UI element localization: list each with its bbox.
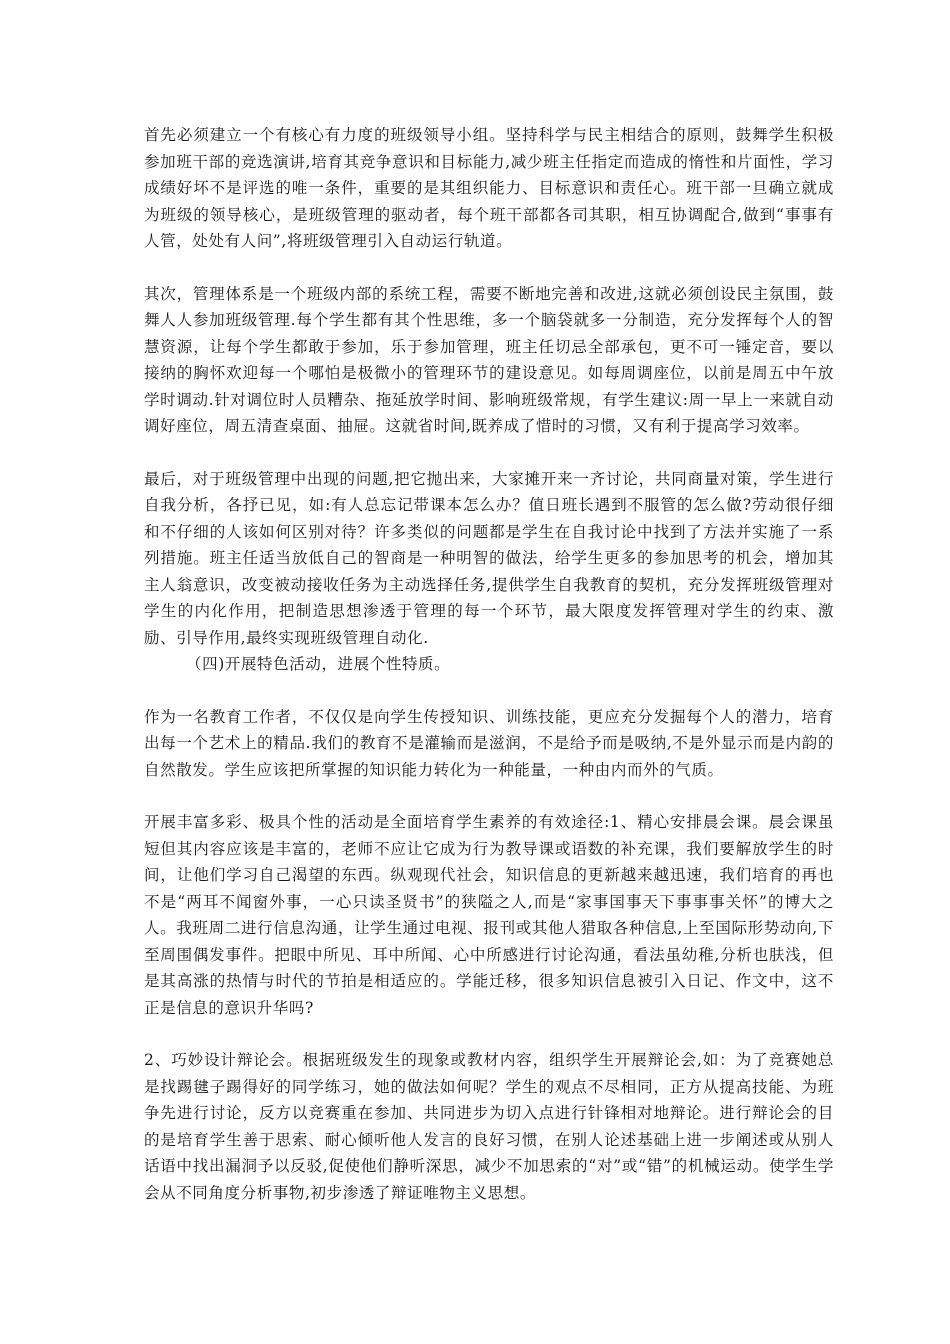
paragraph-management-system: 其次，管理体系是一个班级内部的系统工程，需要不断地完善和改进,这就必须创设民主氛围，鼓舞人人参加班级管理.每个学生都有其个性思维，多一个脑袋就多一分制造，充分发挥每个人的智慧资源，让每个学生都敢于参加，乐于参加管理，班主任切忌全部承包，更不可一锤定音，要以接纳的胸怀欢迎每一个哪怕是极微小的管理环节的建设意见。如每周调座位，以前是周五中午放学时调动.针对调位时人员糟杂、拖延放学时间、影响班级常规，有学生建议:周一早上一来就自动调好座位，周五清查桌面、抽屉。这就省时间,既养成了惜时的习惯，又有利于提高学习效率。 [144,284,834,435]
document-body [144,122,834,1232]
paragraph-activities: 开展丰富多彩、极具个性的活动是全面培育学生素养的有效途径:1、精心安排晨会课。晨会课虽短但其内容应该是丰富的，老师不应让它成为行为教导课或语数的补充课，我们要解放学生的时间，让他们学习自己渴望的东西。纵观现代社会，知识信息的更新越来越迅速，我们培育的再也不是“两耳不闻窗外事，一心只读圣贤书”的狭隘之人,而是“家事国事天下事事事关怀”的博大之人。我班周二进行信息沟通，让学生通过电视、报刊或其他人猎取各种信息,上至国际形势动向,下至周围偶发事件。把眼中所见、耳中所闻、心中所感进行讨论沟通，看法虽幼稚,分析也肤浅，但是其高涨的热情与时代的节拍是相适应的。学能迁移，很多知识信息被引入日记、作文中，这不正是信息的意识升华吗? [144,813,834,1017]
paragraph-debate: 2、巧妙设计辩论会。根据班级发生的现象或教材内容，组织学生开展辩论会,如：为了竞赛她总是找踢毽子踢得好的同学练习，她的做法如何呢？学生的观点不尽相同，正方从提高技能、为班争先进行讨论，反方以竞赛重在参加、共同进步为切入点进行针锋相对地辩论。进行辩论会的目的是培育学生善于思索、耐心倾听他人发言的良好习惯，在别人论述基础上进一步阐述或从别人话语中找出漏洞予以反驳,促使他们静听深思，减少不加思索的“对”或“错”的机械运动。使学生学会从不同角度分析事物,初步渗透了辩证唯物主义思想。 [144,1051,834,1202]
paragraph-class-leadership: 首先必须建立一个有核心有力度的班级领导小组。坚持科学与民主相结合的原则，鼓舞学生积极参加班干部的竞选演讲,培育其竞争意识和目标能力,减少班主任指定而造成的惰性和片面性，学习成绩好坏不是评选的唯一条件，重要的是其组织能力、目标意识和责任心。班干部一旦确立就成为班级的领导核心，是班级管理的驱动者，每个班干部都各司其职，相互协调配合,做到“事事有人管，处处有人问”,将班级管理引入自动运行轨道。 [144,126,834,250]
paragraph-problem-discussion: 最后，对于班级管理中出现的问题,把它抛出来，大家摊开来一齐讨论，共同商量对策，学生进行自我分析，各抒已见，如:有人总忘记带课本怎么办？值日班长遇到不服管的怎么做?劳动很仔细和不仔细的人该如何区别对待？许多类似的问题都是学生在自我讨论中找到了方法并实施了一系列措施。班主任适当放低自己的智商是一种明智的做法，给学生更多的参加思考的机会，增加其主人翁意识，改变被动接收任务为主动选择任务,提供学生自我教育的契机，充分发挥班级管理对学生的内化作用，把制造思想渗透于管理的每一个环节，最大限度发挥管理对学生的约束、激励、引导作用,最终实现班级管理自动化. [144,469,834,647]
section-heading: （四)开展特色活动，进展个性特质。 [186,655,451,673]
paragraph-educator-role: 作为一名教育工作者，不仅仅是向学生传授知识、训练技能，更应充分发掘每个人的潜力，培育出每一个艺术上的精品.我们的教育不是灌输而是滋润，不是给予而是吸纳,不是外显示而是内韵的自然散发。学生应该把所掌握的知识能力转化为一种能量，一种由内而外的气质。 [144,707,834,779]
